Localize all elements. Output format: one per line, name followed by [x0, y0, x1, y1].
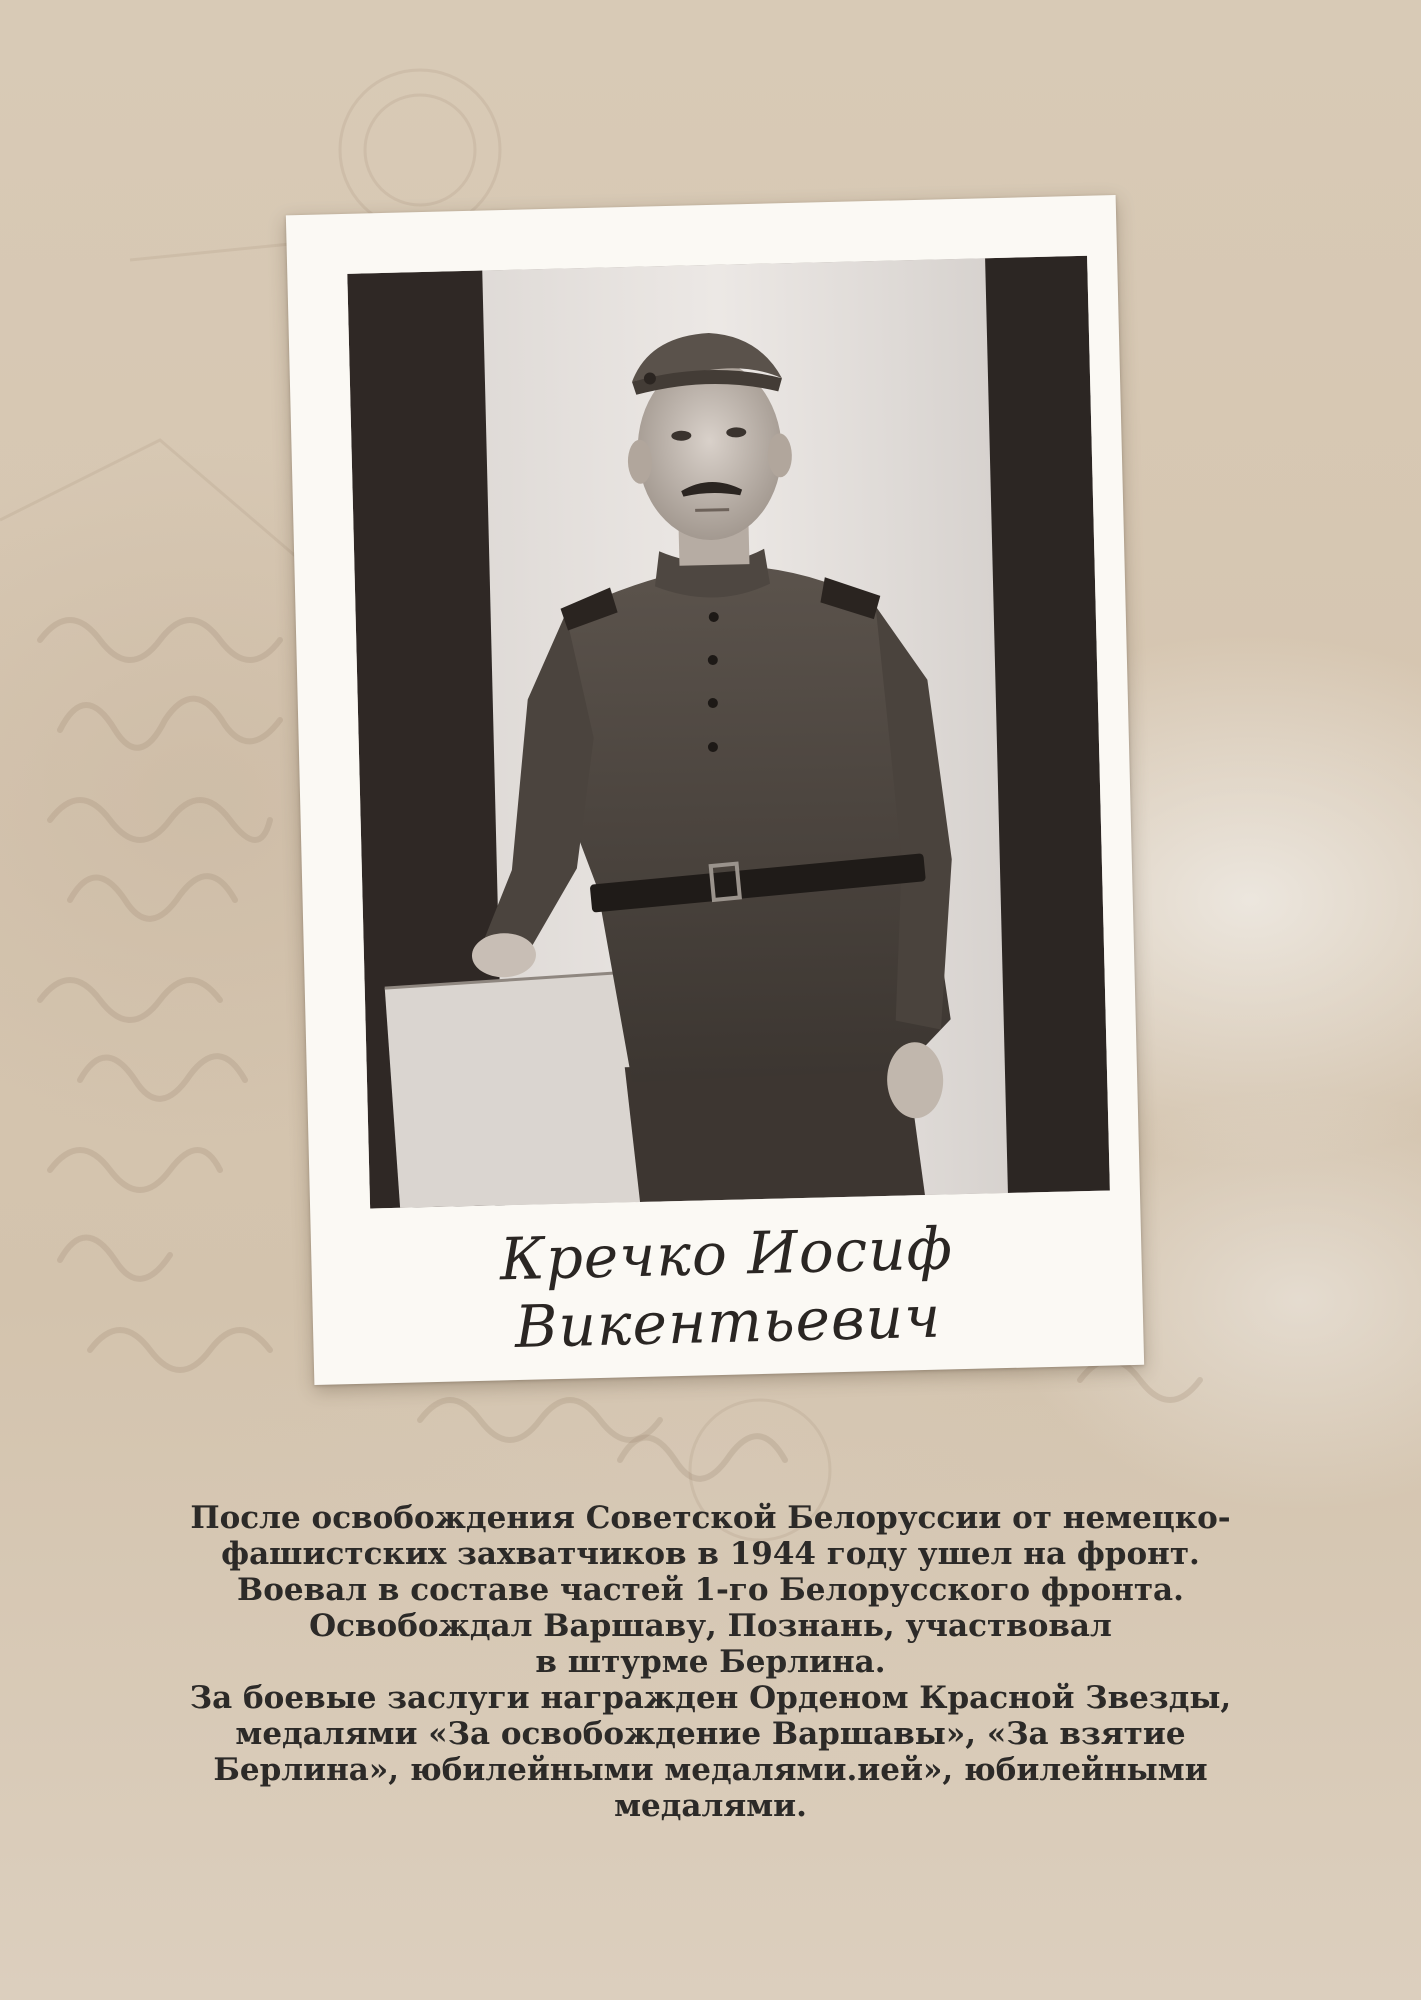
- soldier-name-signature: [311, 1210, 1144, 1366]
- soldier-portrait-photo: [347, 256, 1110, 1209]
- biography-line: медалями.: [614, 1788, 807, 1824]
- biography-text: [100, 1500, 1321, 1824]
- biography-line: в штурме Берлина.: [535, 1644, 886, 1680]
- biography-line: медалями «За освобождение Варшавы», «За взятие: [235, 1716, 1186, 1752]
- soldier-portrait-illustration: [347, 256, 1110, 1209]
- name-line-1: Кречко Иосиф: [498, 1214, 954, 1294]
- biography-line: Воевал в составе частей 1-го Белорусского фронта.: [237, 1572, 1184, 1608]
- biography-line: фашистских захватчиков в 1944 году ушел на фронт.: [221, 1536, 1200, 1572]
- biography-line: Берлина», юбилейными медалями.ией», юбилейными: [213, 1752, 1208, 1788]
- name-line-2: Викентьевич: [514, 1282, 942, 1362]
- biography-line: Освобождал Варшаву, Познань, участвовал: [309, 1608, 1112, 1644]
- biography-line: После освобождения Советской Белоруссии от немецко-: [190, 1500, 1231, 1536]
- portrait-card: [286, 195, 1144, 1385]
- biography-line: За боевые заслуги награжден Орденом Красной Звезды,: [189, 1680, 1232, 1716]
